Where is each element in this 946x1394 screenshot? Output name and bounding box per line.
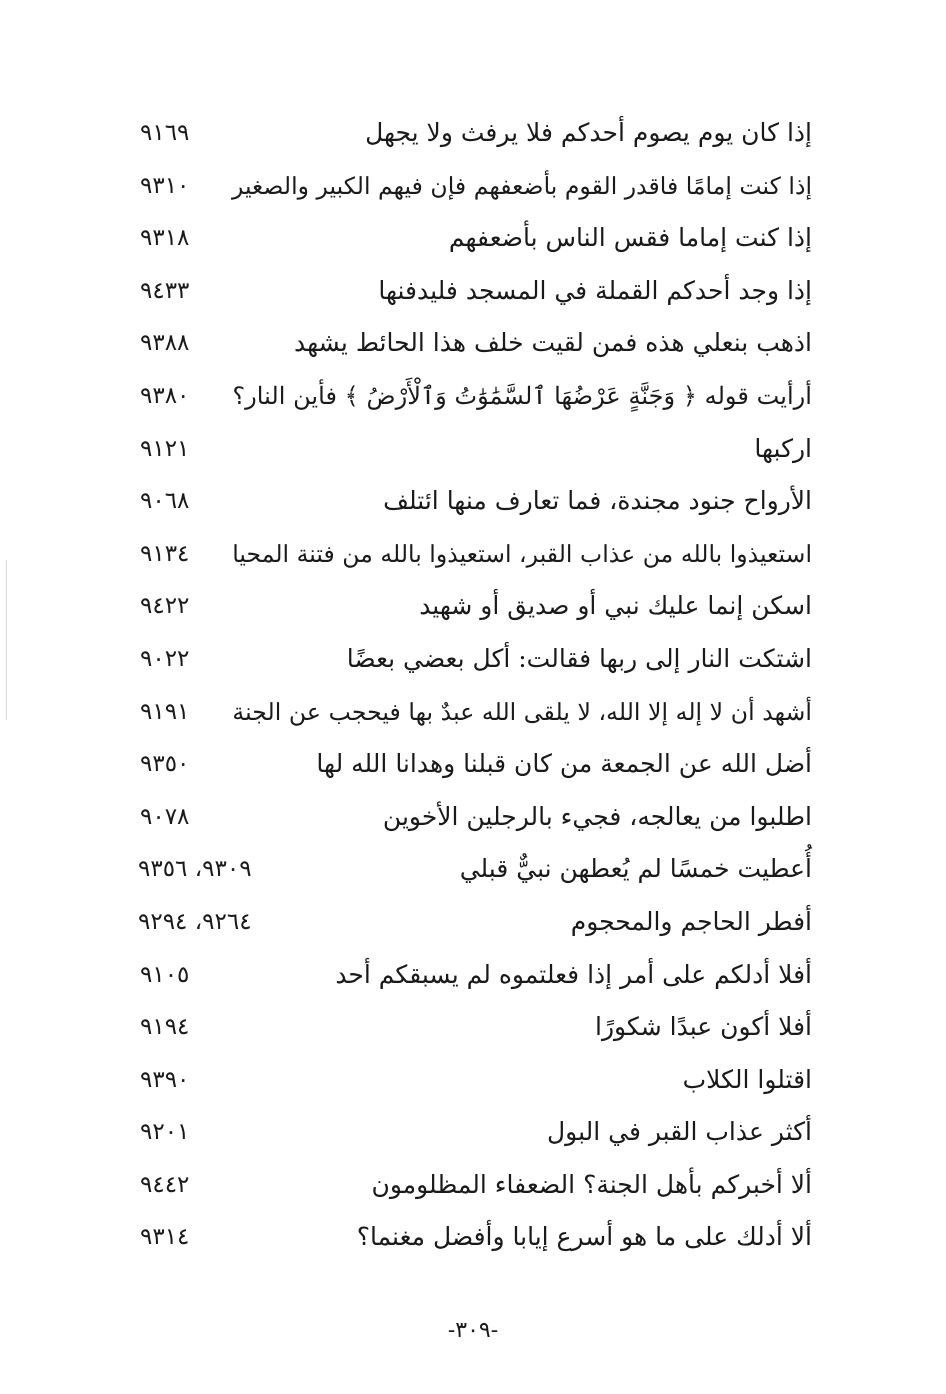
hadith-number: ٩١٦٩ [140,120,190,146]
hadith-number: ٩٣٩٠ [140,1066,190,1093]
hadith-text: الأرواح جنود مجندة، فما تعارف منها ائتلف [383,486,812,516]
hadith-text: اسكن إنما عليك نبي أو صديق أو شهيد [419,591,812,621]
hadith-number: ٩٣٥٠ [140,751,190,778]
hadith-number: ٩٣١٤ [140,1224,190,1251]
hadith-number: ٩٢٠١ [140,1119,190,1146]
index-entry [120,106,820,159]
index-entry [120,474,820,527]
index-entry [120,422,820,475]
hadith-number: ٩٤٢٢ [140,593,190,620]
index-entry [120,842,820,895]
hadith-number: ٩٤٣٣ [140,277,190,304]
hadith-text: أفلا أكون عبدًا شكورًا [595,1012,812,1042]
hadith-text: استعيذوا بالله من عذاب القبر، استعيذوا بالله من فتنة المحيا [232,539,812,568]
hadith-number: ٩٣١٠ [140,172,190,199]
hadith-number: ٩٠٢٢ [140,645,190,672]
index-entry [120,316,820,369]
hadith-text: إذا كنت إمامًا فاقدر القوم بأضعفهم فإن فيهم الكبير والصغير [231,171,812,200]
hadith-number: ٩١٢١ [140,435,190,462]
hadith-text: إذا كان يوم يصوم أحدكم فلا يرفث ولا يجهل [365,118,812,147]
hadith-text: أفلا أدلكم على أمر إذا فعلتموه لم يسبقكم أحد [335,959,812,989]
hadith-text: اقتلوا الكلاب [682,1064,812,1094]
hadith-number: ٩١٠٥ [140,961,190,988]
index-entry [120,632,820,685]
index-entry [120,579,820,632]
page-number: -٣٠٩- [447,1318,499,1343]
hadith-text: اذهب بنعلي هذه فمن لقيت خلف هذا الحائط يشهد [293,328,812,358]
hadith-text: اشتكت النار إلى ربها فقالت: أكل بعضي بعضًا [346,643,812,673]
index-entry [120,1158,820,1211]
hadith-text: أكثر عذاب القبر في البول [546,1117,812,1147]
index-entry [120,1000,820,1053]
hadith-text: أفطر الحاجم والمحجوم [570,906,812,936]
scan-margin-line [6,560,7,720]
hadith-number: ٩١٩١ [140,698,190,725]
hadith-text: إذا كنت إماما فقس الناس بأضعفهم [448,223,812,253]
hadith-index-list [120,106,820,1263]
hadith-number: ٩١٣٤ [140,540,190,567]
hadith-number: ٩٣١٨ [140,225,190,252]
index-entry [120,685,820,738]
hadith-text: أضل الله عن الجمعة من كان قبلنا وهدانا الله لها [316,749,812,779]
hadith-text: ألا أخبركم بأهل الجنة؟ الضعفاء المظلومون [371,1169,812,1199]
hadith-number: ٩٤٤٢ [140,1171,190,1198]
hadith-text: إذا وجد أحدكم القملة في المسجد فليدفنها [378,275,812,305]
hadith-text: أشهد أن لا إله إلا الله، لا يلقى الله عبدٌ بها فيحجب عن الجنة [232,697,812,726]
hadith-number: ٩٠٦٨ [140,488,190,515]
index-entry [120,527,820,580]
index-entry [120,948,820,1001]
index-entry [120,895,820,948]
hadith-number: ٩٠٧٨ [140,803,190,830]
index-entry [120,790,820,843]
hadith-text: أُعطيت خمسًا لم يُعطهن نبيٌّ قبلي [459,854,812,884]
index-entry [120,211,820,264]
hadith-number: ٩٣٠٩، ٩٣٥٦ [138,856,252,883]
index-entry [120,264,820,317]
hadith-number: ٩٣٨٠ [140,382,190,409]
index-entry [120,159,820,212]
hadith-text: ألا أدلك على ما هو أسرع إيابا وأفضل مغنما؟ [356,1222,812,1252]
index-entry [120,369,820,422]
hadith-text: أرأيت قوله ﴿ وَجَنَّةٍ عَرْضُهَا ٱلسَّمَٰوَٰتُ وَٱلْأَرْضُ ﴾ فأين النار؟ [232,381,812,410]
index-entry [120,1210,820,1263]
index-entry [120,737,820,790]
hadith-text: اركبها [754,433,812,463]
index-entry [120,1105,820,1158]
hadith-number: ٩١٩٤ [140,1014,190,1041]
hadith-text: اطلبوا من يعالجه، فجيء بالرجلين الأخوين [382,801,812,831]
index-entry [120,1053,820,1106]
hadith-number: ٩٣٨٨ [140,330,190,357]
hadith-number: ٩٢٦٤، ٩٢٩٤ [138,908,252,935]
